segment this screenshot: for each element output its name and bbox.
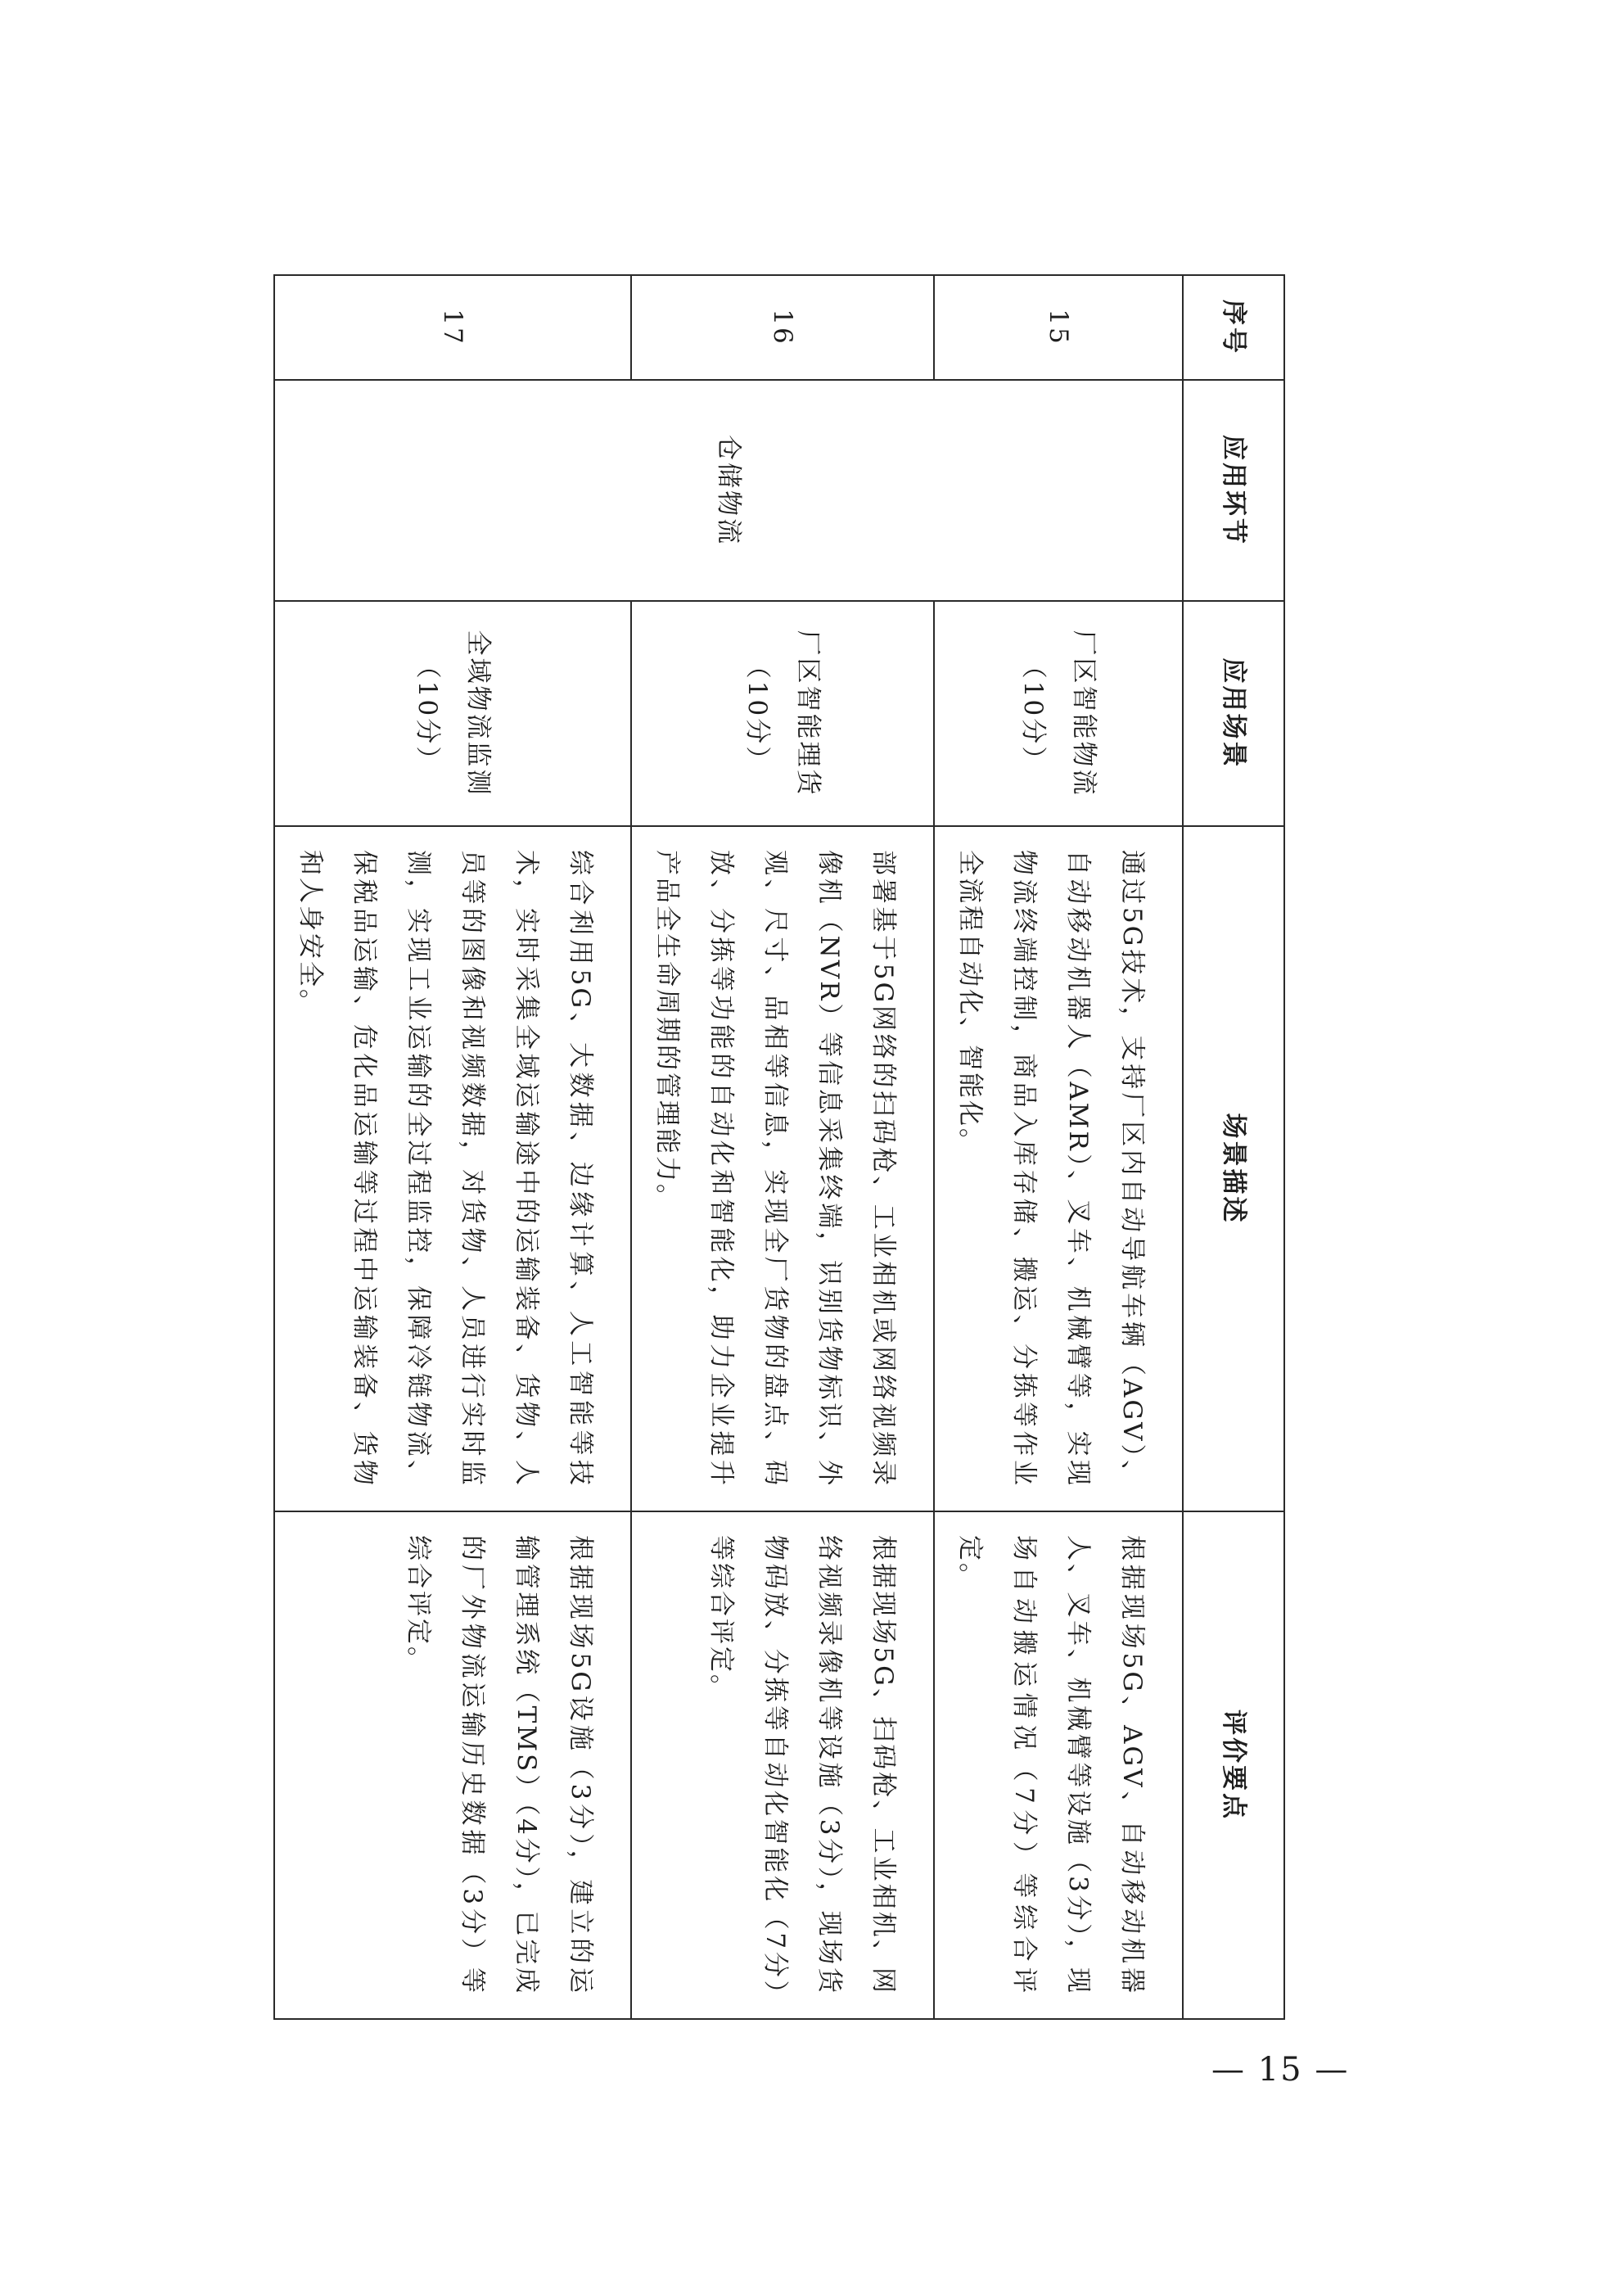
- header-scene: 应用场景: [1183, 601, 1284, 826]
- scene-cell: [274, 601, 631, 826]
- table-row: [934, 275, 1183, 2019]
- scene-name: 厂区智能理货: [793, 630, 823, 797]
- scene-description: 部署基于5G网络的扫码枪、工业相机或网络视频录像机（NVR）等信息采集终端，识别货物标识、外观、尺寸、品相等信息，实现全厂货物的盘点、码放、分拣等功能的自动化和智能化，助力企业提升产品全生命周期的管理能力。: [631, 826, 934, 1511]
- evaluation-criteria: 根据现场5G设施（3分），建立的运输管理系统（TMS）（4分），已完成的厂外物流运输历史数据（3分）等综合评定。: [274, 1511, 631, 2019]
- scene-cell: [934, 601, 1183, 826]
- scene-cell: [631, 601, 934, 826]
- rotated-table-container: [295, 274, 1285, 2018]
- scene-score: （10分）: [413, 653, 442, 775]
- scene-description: 综合利用5G、大数据、边缘计算、人工智能等技术，实时采集全域运输途中的运输装备、货物、人员等的图像和视频数据，对货物、人员进行实时监测，实现工业运输的全过程监控，保障冷链物流、保税品运输、危化品运输等过程中运输装备、货物和人身安全。: [274, 826, 631, 1511]
- header-seq: 序号: [1183, 275, 1284, 380]
- scene-score: （10分）: [742, 653, 772, 775]
- page-number: — 15 —: [1211, 2051, 1350, 2089]
- row-seq: 17: [274, 275, 631, 380]
- evaluation-criteria: 根据现场5G、扫码枪、工业相机、网络视频录像机等设施（3分），现场货物码放、分拣等自动化智能化（7分）等综合评定。: [631, 1511, 934, 2019]
- scene-name: 全域物流监测: [463, 630, 493, 797]
- row-seq: 15: [934, 275, 1183, 380]
- table-header-row: [1183, 275, 1284, 2019]
- scene-description: 通过5G技术，支持厂区内自动导航车辆（AGV）、自动移动机器人（AMR）、叉车、机械臂等，实现物流终端控制，商品入库存储、搬运、分拣等作业全流程自动化、智能化。: [934, 826, 1183, 1511]
- row-seq: 16: [631, 275, 934, 380]
- header-description: 场景描述: [1183, 826, 1284, 1511]
- header-stage: 应用环节: [1183, 380, 1284, 601]
- evaluation-criteria: 根据现场5G、AGV、自动移动机器人、叉车、机械臂等设施（3分），现场自动搬运情况（7分）等综合评定。: [934, 1511, 1183, 2019]
- header-criteria: 评价要点: [1183, 1511, 1284, 2019]
- stage-cell: 仓储物流: [274, 380, 1183, 601]
- scene-name: 厂区智能物流: [1069, 630, 1098, 797]
- evaluation-table: [273, 274, 1285, 2020]
- scene-score: （10分）: [1018, 653, 1048, 775]
